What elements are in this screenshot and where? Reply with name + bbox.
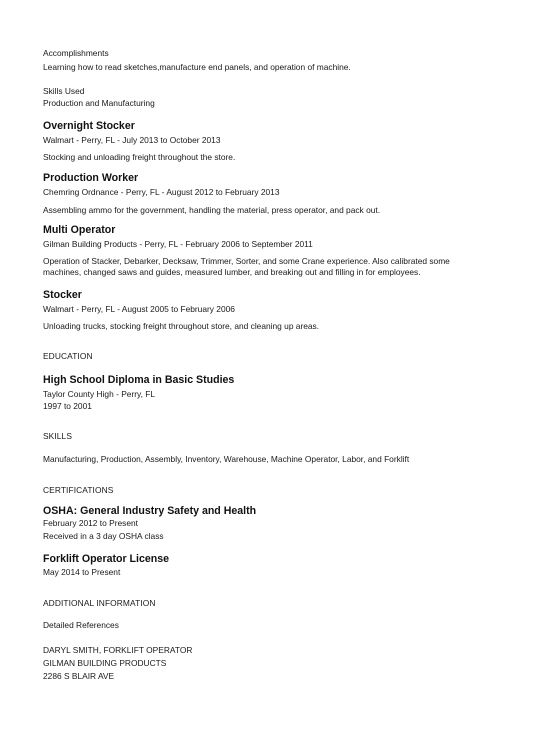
education-school: Taylor County High - Perry, FL [43,389,156,399]
reference-line: GILMAN BUILDING PRODUCTS [43,658,167,668]
job-title: Stocker [43,289,82,301]
job-title: Multi Operator [43,224,116,236]
education-years: 1997 to 2001 [43,401,92,411]
job-description: Stocking and unloading freight throughout the store. [43,152,236,162]
reference-line: 2286 S BLAIR AVE [43,671,115,681]
job-title: Production Worker [43,172,139,184]
additional-subheading: Detailed References [43,620,119,630]
job-meta: Gilman Building Products - Perry, FL - February 2006 to September 2011 [43,239,313,249]
education-degree: High School Diploma in Basic Studies [43,374,235,386]
accomplishments-label: Accomplishments [43,48,109,58]
job-meta: Chemring Ordnance - Perry, FL - August 2012 to February 2013 [43,187,280,197]
job-meta: Walmart - Perry, FL - July 2013 to October 2013 [43,135,221,145]
skills-heading: SKILLS [43,431,73,441]
accomplishments-text: Learning how to read sketches,manufacture end panels, and operation of machine. [43,62,351,72]
job-description: Unloading trucks, stocking freight throughout store, and cleaning up areas. [43,321,320,331]
job-description: Assembling ammo for the government, handling the material, press operator, and pack out. [43,205,381,215]
certifications-heading: CERTIFICATIONS [43,485,114,495]
certification-note: Received in a 3 day OSHA class [43,531,164,541]
certification-title: Forklift Operator License [43,553,169,565]
certification-dates: May 2014 to Present [43,567,121,577]
skills-used-text: Production and Manufacturing [43,98,155,108]
skills-used-label: Skills Used [43,86,85,96]
job-title: Overnight Stocker [43,120,135,132]
certification-dates: February 2012 to Present [43,518,138,528]
additional-heading: ADDITIONAL INFORMATION [43,598,156,608]
skills-text: Manufacturing, Production, Assembly, Inventory, Warehouse, Machine Operator, Labor, and Forklift [43,454,410,464]
reference-line: DARYL SMITH, FORKLIFT OPERATOR [43,645,193,655]
job-meta: Walmart - Perry, FL - August 2005 to February 2006 [43,304,235,314]
education-heading: EDUCATION [43,351,93,361]
job-description: Operation of Stacker, Debarker, Decksaw, Trimmer, Sorter, and some Crane experience. Also calibrated some machines, changed saws and guides, measured lumber, and breaking out and filling in for employees. [43,256,450,277]
certification-title: OSHA: General Industry Safety and Health [43,505,257,517]
